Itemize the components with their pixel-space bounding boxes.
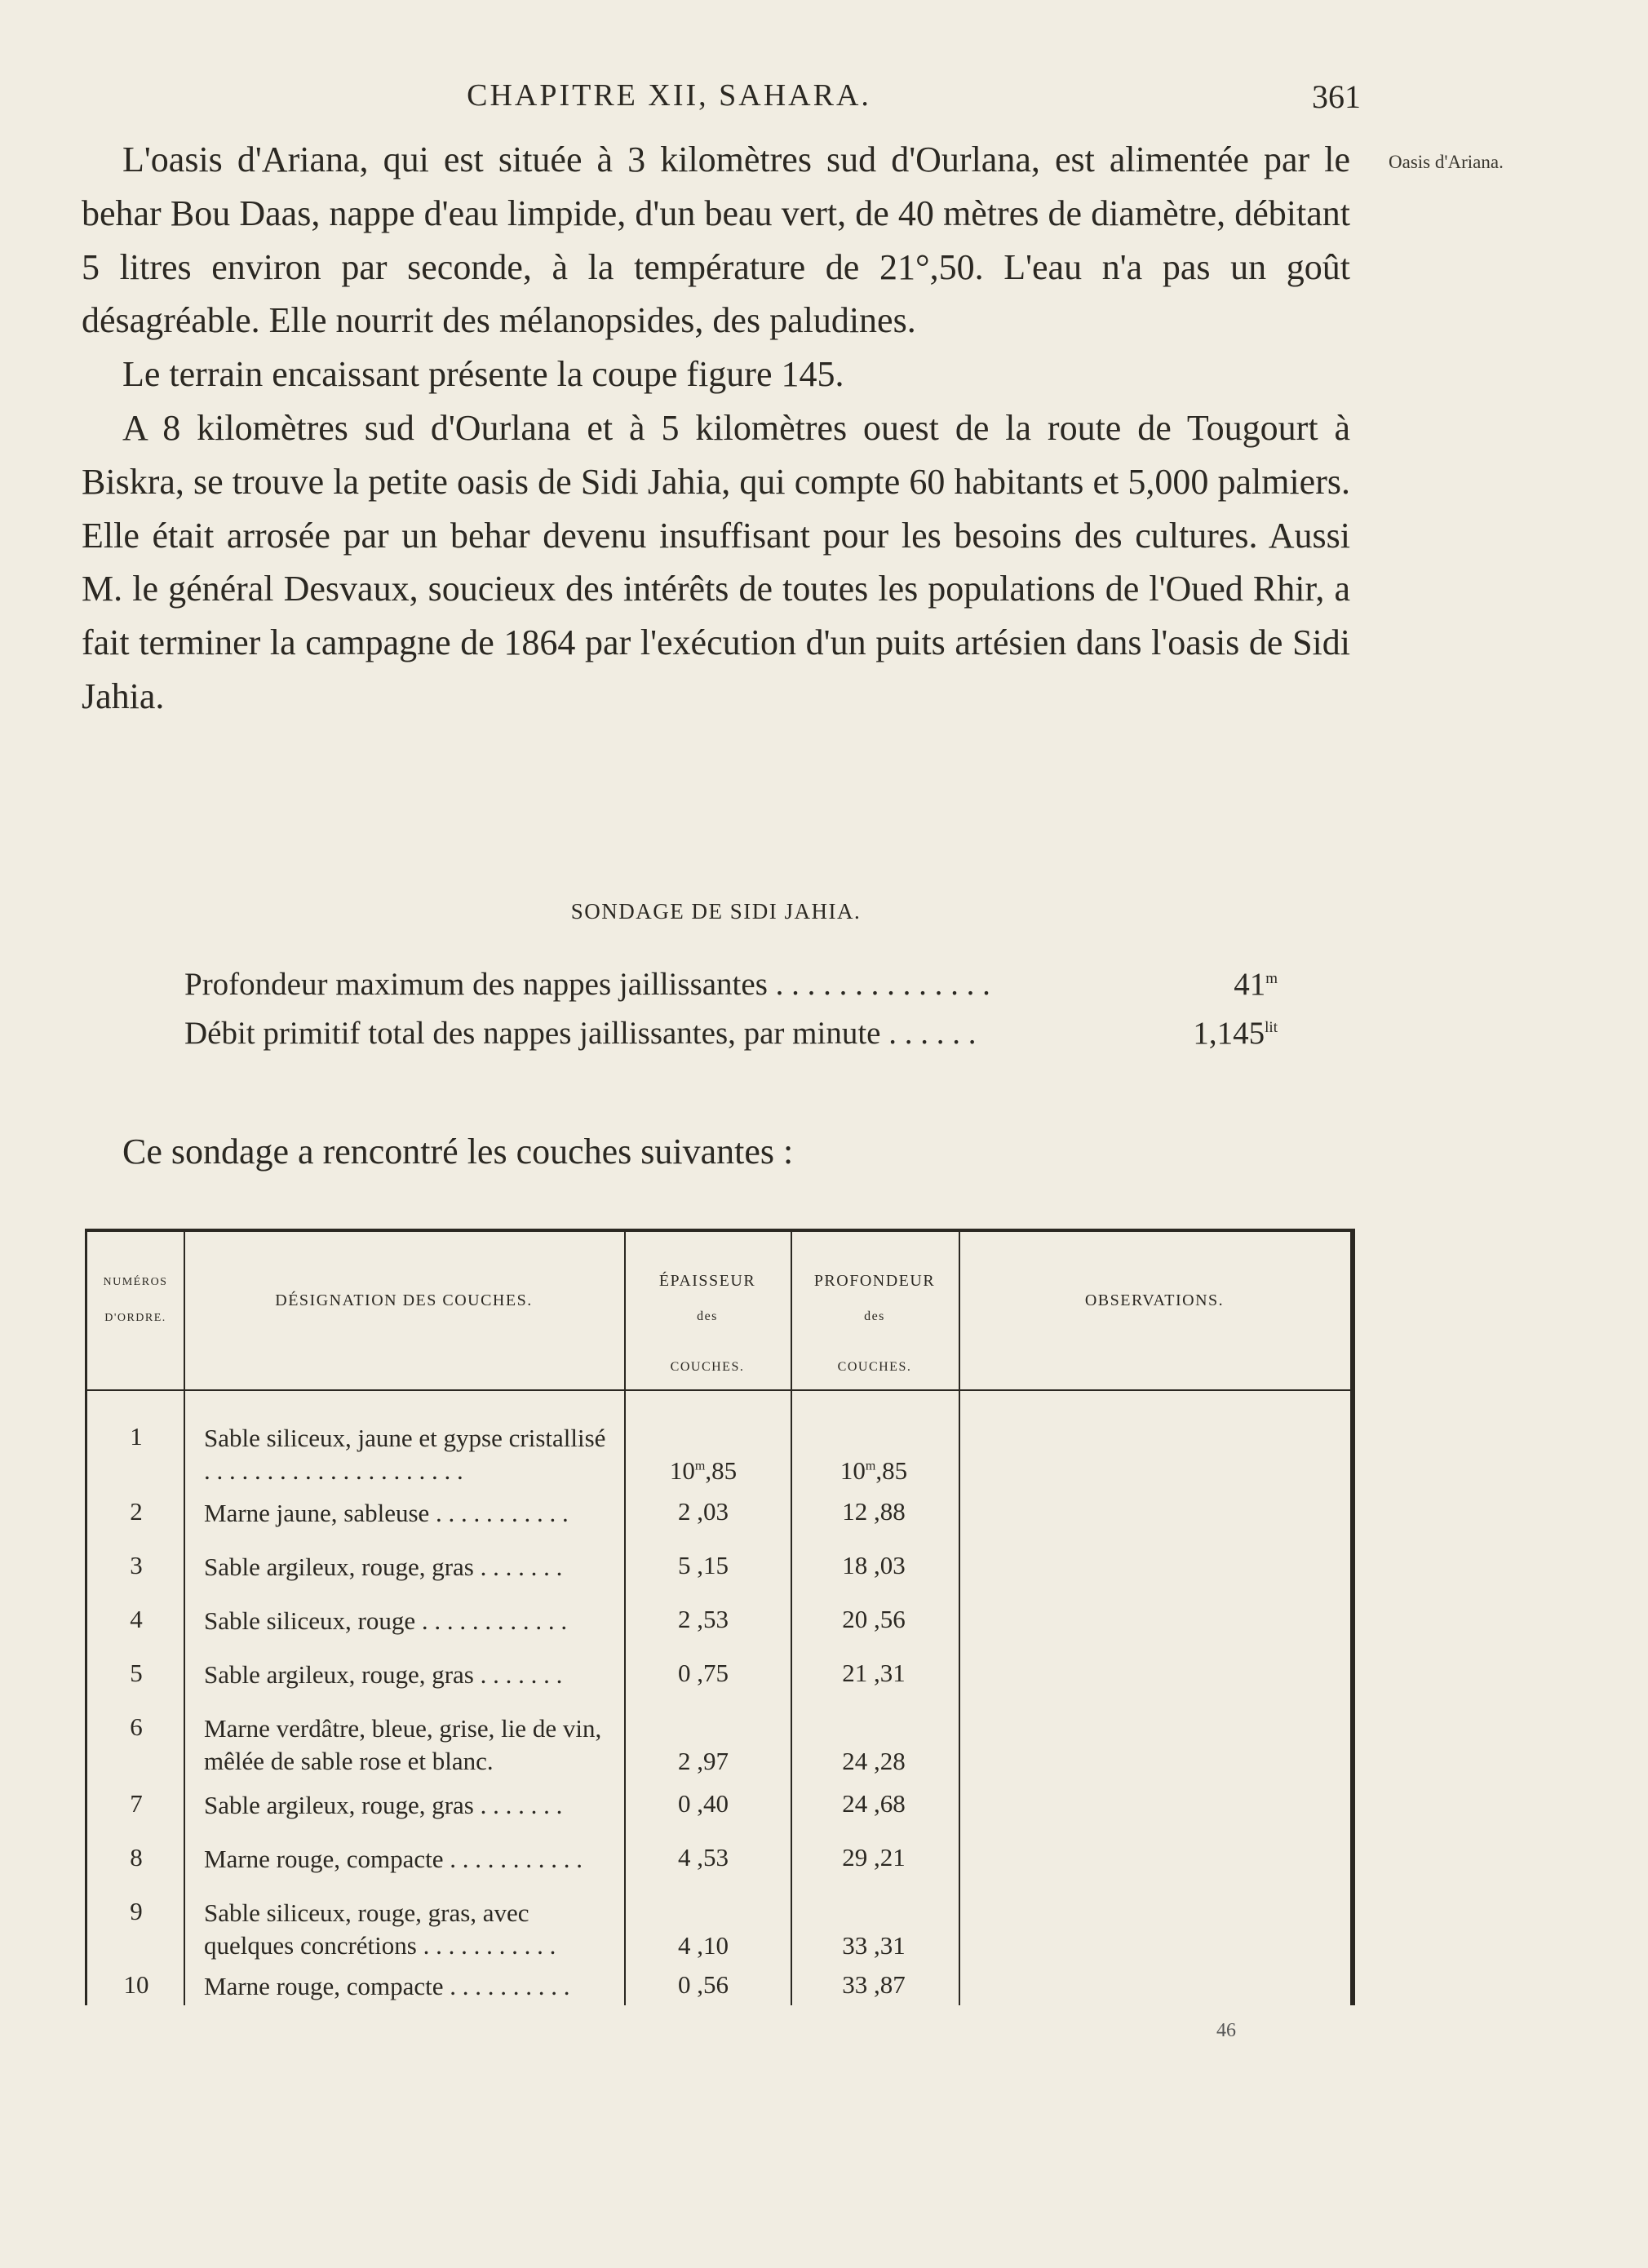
row-profondeur: 29 ,21 (842, 1843, 906, 1872)
row-designation: Sable argileux, rouge, gras . . . . . . . (204, 1660, 563, 1689)
row-profondeur: 21 ,31 (842, 1659, 906, 1687)
row-number: 6 (130, 1712, 143, 1741)
row-epaisseur: 5 ,15 (678, 1551, 729, 1579)
row-epaisseur: 0 ,75 (678, 1659, 729, 1687)
header-profondeur: PROFONDEUR des COUCHES. (813, 1272, 936, 1374)
measurement-label: Débit primitif total des nappes jaillissantes, par minute . . . . . . (184, 1016, 977, 1051)
row-profondeur: 20 ,56 (842, 1605, 906, 1633)
row-epaisseur: 0 ,56 (678, 1970, 729, 1999)
row-designation: Marne jaune, sableuse . . . . . . . . . . . (204, 1499, 569, 1527)
row-epaisseur: 10$^m$,85 (669, 1456, 738, 1485)
paragraph: L'oasis d'Ariana, qui est située à 3 kilomètres sud d'Ourlana, est alimentée par le behar Bou Daas, nappe d'eau limpide, d'un beau vert, de 40 mètres de diamètre, débitant 5 litres environ par seconde, à la température de 21°,50. L'eau n'a pas un goût désagréable. Elle nourrit des mélanopsides, des paludines. (82, 140, 1350, 341)
paragraph: Le terrain encaissant présente la coupe figure 145. (122, 354, 844, 395)
row-number: 4 (130, 1605, 143, 1633)
measurement-value: $1,145^{lit}$ (1193, 1016, 1278, 1051)
row-profondeur: 33 ,31 (842, 1931, 906, 1960)
row-number: 7 (130, 1789, 143, 1818)
page-number: 361 (1312, 78, 1361, 115)
row-epaisseur: 4 ,53 (678, 1843, 729, 1872)
header-rule (87, 1389, 1350, 1391)
header-numeros: NUMÉROS D'ORDRE. (103, 1276, 168, 1324)
row-number: 5 (130, 1659, 143, 1687)
row-number: 2 (130, 1497, 143, 1526)
row-profondeur: 24 ,68 (842, 1789, 906, 1818)
row-designation: Sable siliceux, rouge, gras, avec quelques concrétions . . . . . . . . . . . (204, 1898, 556, 1960)
measurement-value: 41$^m$ (1234, 967, 1278, 1002)
row-epaisseur: 2 ,03 (678, 1497, 729, 1526)
row-profondeur: 12 ,88 (842, 1497, 906, 1526)
row-profondeur: 24 ,28 (842, 1747, 906, 1775)
row-designation: Sable argileux, rouge, gras . . . . . . . (204, 1791, 563, 1819)
row-number: 1 (130, 1422, 143, 1451)
header-designation: DÉSIGNATION DES COUCHES. (275, 1291, 533, 1309)
signature-mark: 46 (1216, 2020, 1236, 2041)
measurement-label: Profondeur maximum des nappes jaillissantes . . . . . . . . . . . . . . (184, 967, 990, 1002)
row-number: 8 (130, 1843, 143, 1872)
row-number: 10 (123, 1970, 149, 1999)
row-designation: Marne rouge, compacte . . . . . . . . . . (204, 1972, 570, 2000)
row-epaisseur: 2 ,97 (678, 1747, 729, 1775)
row-designation: Sable siliceux, rouge . . . . . . . . . . . . (204, 1606, 568, 1635)
row-epaisseur: 0 ,40 (678, 1789, 729, 1818)
paragraph: A 8 kilomètres sud d'Ourlana et à 5 kilomètres ouest de la route de Tougourt à Biskra, se trouve la petite oasis de Sidi Jahia, qui compte 60 habitants et 5,000 palmiers. Elle était arrosée par un behar devenu insuffisant pour les besoins des cultures. Aussi M. le général Desvaux, soucieux des intérêts de toutes les populations de l'Oued Rhir, a fait terminer la campagne de 1864 par l'exécution d'un puits artésien dans l'oasis de Sidi Jahia. (82, 407, 1350, 716)
body-text (82, 133, 1350, 724)
row-profondeur: 10$^m$,85 (840, 1456, 908, 1485)
row-designation: Sable siliceux, jaune et gypse cristallisé . . . . . . . . . . . . . . . . . . . . . (204, 1424, 606, 1485)
row-epaisseur: 2 ,53 (678, 1605, 729, 1633)
page-header (0, 78, 1648, 126)
column-rule (959, 1232, 960, 2005)
intro-line: Ce sondage a rencontré les couches suivantes : (122, 1132, 794, 1172)
running-head: CHAPITRE XII, SAHARA. (467, 78, 871, 113)
row-epaisseur: 4 ,10 (678, 1931, 729, 1960)
section-title: SONDAGE DE SIDI JAHIA. (570, 899, 862, 924)
row-designation: Marne rouge, compacte . . . . . . . . . . . (204, 1845, 583, 1873)
row-designation: Marne verdâtre, bleue, grise, lie de vin, mêlée de sable rose et blanc. (204, 1714, 602, 1775)
header-observations: OBSERVATIONS. (1084, 1291, 1225, 1309)
row-profondeur: 18 ,03 (842, 1551, 906, 1579)
row-number: 9 (130, 1897, 143, 1925)
row-profondeur: 33 ,87 (842, 1970, 906, 1999)
header-epaisseur: ÉPAISSEUR des COUCHES. (658, 1272, 756, 1374)
margin-note: Oasis d'Ariana. (1389, 152, 1504, 172)
strata-table (85, 1229, 1355, 2005)
row-designation: Sable argileux, rouge, gras . . . . . . . (204, 1553, 563, 1581)
row-number: 3 (130, 1551, 143, 1579)
